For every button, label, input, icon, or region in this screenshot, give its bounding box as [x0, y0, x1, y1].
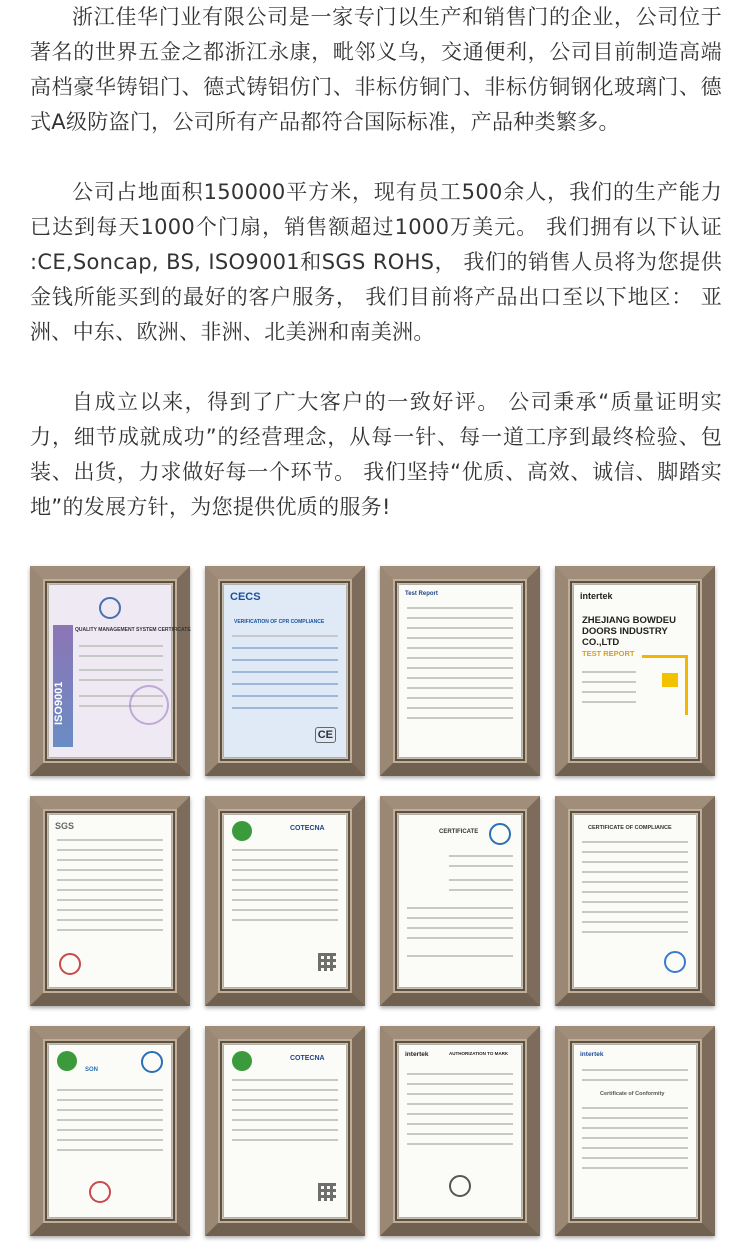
certificate-iso9001: QUALITY MANAGEMENT SYSTEM CERTIFICATE ISO9001	[49, 585, 171, 757]
certificate-sgs: SGS	[49, 815, 171, 987]
certificate-frame-sgs	[30, 796, 190, 1006]
certificate-gallery	[0, 566, 750, 1250]
certificate-frame-intertek-bowdeu	[555, 566, 715, 776]
certificate-test-report-1: Test Report	[399, 585, 521, 757]
certificate-frame-test-report-1	[380, 566, 540, 776]
intro-paragraph-1: 浙江佳华门业有限公司是一家专门以生产和销售门的企业，公司位于著名的世界五金之都浙江永康，毗邻义乌，交通便利，公司目前制造高端高档豪华铸铝门、德式铸铝仿门、非标仿铜门、非标仿铜钢化玻璃门、德式A级防盗门，公司所有产品都符合国际标准，产品种类繁多。	[30, 5, 722, 134]
intro-paragraph-2: 公司占地面积150000平方米，现有员工500余人，我们的生产能力已达到每天1000个门扇，销售额超过1000万美元。 我们拥有以下认证 :CE,Soncap, BS, ISO9001和SGS ROHS， 我们的销售人员将为您提供金钱所能买到的最好的客户服务， 我们目前将产品出口至以下地区： 亚洲、中东、欧洲、非洲、北美洲和南美洲。	[30, 180, 722, 344]
certificate-cotecna-2: COTECNA	[224, 1045, 346, 1217]
certificate-intertek-bowdeu: intertek ZHEJIANG BOWDEU DOORS INDUSTRY CO.,LTD TEST REPORT	[574, 585, 696, 757]
certificate-cecs: CECS VERIFICATION OF CPR COMPLIANCE CE	[224, 585, 346, 757]
certificate-frame-compliance	[555, 796, 715, 1006]
certificate-tuv: CERTIFICATE	[399, 815, 521, 987]
intro-text	[0, 0, 750, 525]
certificate-compliance: CERTIFICATE OF COMPLIANCE	[574, 815, 696, 987]
intro-paragraph-3: 自成立以来，得到了广大客户的一致好评。 公司秉承“质量证明实力，细节成就成功”的经营理念，从每一针、每一道工序到最终检验、包装、出货，力求做好每一个环节。 我们坚持“优质、高效、诚信、脚踏实地”的发展方针，为您提供优质的服务!	[30, 390, 722, 519]
certificate-intertek-conformity: intertek Certificate of Conformity	[574, 1045, 696, 1217]
certificate-frame-cotecna-1	[205, 796, 365, 1006]
certificate-frame-cecs	[205, 566, 365, 776]
certificate-intertek-atw: intertek AUTHORIZATION TO MARK	[399, 1045, 521, 1217]
certificate-frame-iso9001	[30, 566, 190, 776]
certificate-frame-cotecna-2	[205, 1026, 365, 1236]
certificate-frame-son	[30, 1026, 190, 1236]
certificate-frame-intertek-conformity	[555, 1026, 715, 1236]
certificate-son: SON	[49, 1045, 171, 1217]
certificate-frame-intertek-atw	[380, 1026, 540, 1236]
certificate-cotecna-1: COTECNA	[224, 815, 346, 987]
certificate-frame-tuv	[380, 796, 540, 1006]
